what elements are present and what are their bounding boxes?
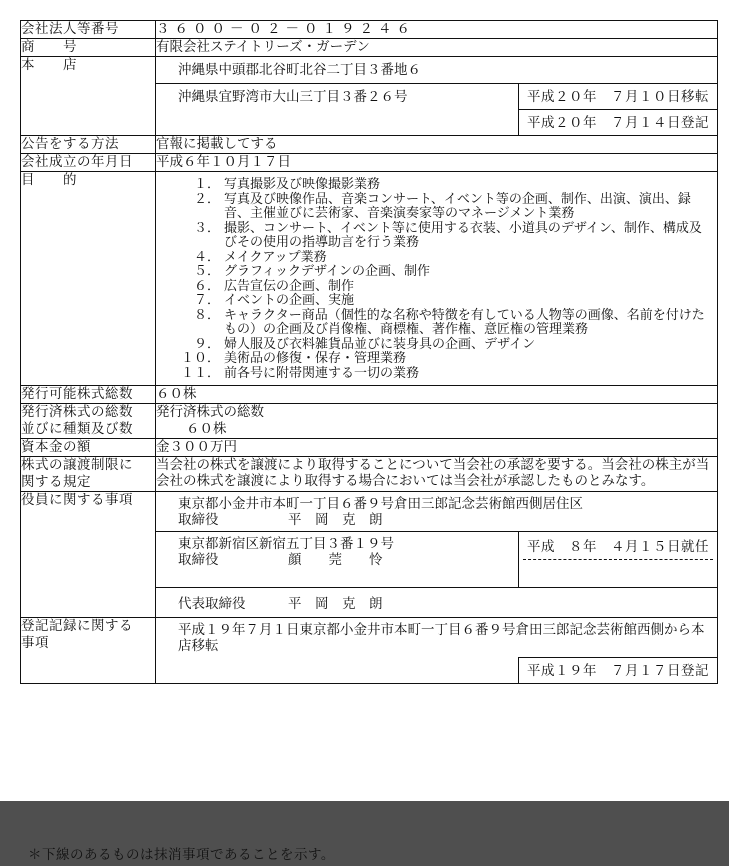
head-office-registered-date: 平成２０年 ７月１４日登記 — [519, 109, 717, 135]
officer-address: 東京都小金井市本町一丁目６番９号倉田三郎記念芸術館西側居住区 — [178, 496, 583, 512]
corporate-number-label: 会社法人等番号 — [21, 21, 156, 39]
head-office-row — [21, 57, 718, 136]
footnote: ＊下線のあるものは抹消事項であることを示す。 — [28, 847, 335, 863]
officer-entry — [156, 492, 717, 531]
representative-entry — [156, 587, 717, 617]
officer-appointed-date: 平成 ８年 ４月１５日就任 — [527, 539, 709, 555]
purpose-item: ３． 撮影、コンサート、イベント等に使用する衣装、小道具のデザイン、制作、構成及びその使用の指導助言を行う業務 — [193, 220, 702, 250]
registry-table — [20, 20, 718, 684]
strikeout-line — [523, 559, 713, 560]
purpose-row — [21, 172, 718, 386]
registration-record-row — [21, 618, 718, 684]
established-label: 会社成立の年月日 — [21, 154, 156, 172]
officer-address: 東京都新宿区新宿五丁目３番１９号 — [178, 536, 394, 552]
issued-shares-line1: 発行済株式の総数 — [156, 404, 264, 420]
transfer-restriction-value: 当会社の株式を譲渡により取得することについて当会社の承認を要する。当会社の株主が当会社の株式を譲渡により取得する場合においては当会社が承認したものとみなす。 — [156, 457, 718, 492]
authorized-shares-value: ６０株 — [156, 386, 718, 404]
trade-name-value: 有限会社ステイトリーズ・ガーデン — [156, 39, 718, 57]
authorized-shares-label: 発行可能株式総数 — [21, 386, 156, 404]
trade-name-label: 商 号 — [21, 39, 156, 57]
head-office-current-address: 沖縄県中頭郡北谷町北谷二丁目３番地６ — [178, 62, 421, 78]
capital-value: 金３００万円 — [156, 439, 718, 457]
registration-record-date: 平成１９年 ７月１７日登記 — [518, 657, 717, 683]
head-office-current — [156, 57, 717, 83]
transfer-restriction-label-line1: 株式の譲渡制限に — [21, 457, 133, 473]
purpose-item: ９． 婦人服及び衣料雑貨品並びに装身具の企画、デザイン — [193, 336, 536, 352]
purpose-item: １． 写真撮影及び映像撮影業務 — [193, 177, 381, 192]
corporate-number-row — [21, 21, 718, 39]
issued-shares-label-line1: 発行済株式の総数 — [21, 404, 133, 420]
officer-entry — [156, 531, 717, 587]
officers-row — [21, 492, 718, 618]
representative-name: 平 岡 克 朗 — [288, 596, 383, 612]
registry-document — [20, 20, 717, 684]
head-office-label: 本 店 — [21, 57, 156, 136]
purpose-list — [156, 172, 717, 385]
head-office-moved-date: 平成２０年 ７月１０日移転 — [527, 89, 709, 105]
officer-name: 顔 莞 怜 — [288, 552, 383, 568]
purpose-item: ５． グラフィックデザインの企画、制作 — [193, 264, 431, 279]
issued-shares-line2: ６０株 — [186, 421, 227, 437]
capital-label: 資本金の額 — [21, 439, 156, 457]
purpose-item: ４． メイクアップ業務 — [193, 249, 327, 265]
head-office-previous-address: 沖縄県宜野湾市大山三丁目３番２６号 — [178, 89, 408, 105]
registration-record-label-line1: 登記記録に関する — [21, 618, 133, 634]
officer-role: 取締役 — [178, 512, 219, 528]
transfer-restriction-label-line2: 関する規定 — [21, 474, 91, 490]
head-office-previous — [156, 83, 717, 135]
public-notice-row — [21, 136, 718, 154]
purpose-item: ２． 写真及び映像作品、音楽コンサート、イベント等の企画、制作、出演、演出、録音、主催並びに芸術家、音楽演奏家等のマネージメント業務 — [193, 191, 691, 221]
established-value: 平成６年１０月１７日 — [156, 154, 718, 172]
purpose-item: ８． キャラクター商品（個性的な名称や特徴を有している人物等の画像、名前を付けたもの）の企画及び肖像権、商標権、著作権、意匠権の管理業務 — [193, 307, 705, 337]
registration-record-label-line2: 事項 — [21, 635, 49, 651]
officer-name: 平 岡 克 朗 — [288, 512, 383, 528]
purpose-item: １１． 前各号に附帯関連する一切の業務 — [180, 365, 420, 381]
issued-shares-label-line2: 並びに種類及び数 — [21, 421, 133, 437]
officers-label: 役員に関する事項 — [21, 492, 156, 618]
purpose-item: ６． 広告宣伝の企画、制作 — [193, 278, 355, 294]
public-notice-label: 公告をする方法 — [21, 136, 156, 154]
trade-name-row — [21, 39, 718, 57]
purpose-item: ７． イベントの企画、実施 — [193, 293, 355, 308]
corporate-number-value: ３６００－０２－０１９２４６ — [156, 21, 718, 39]
purpose-item: １０． 美術品の修復・保存・管理業務 — [180, 351, 407, 366]
capital-row — [21, 439, 718, 457]
established-row — [21, 154, 718, 172]
transfer-restriction-row — [21, 457, 718, 492]
officer-role: 取締役 — [178, 552, 219, 568]
issued-shares-row — [21, 404, 718, 439]
representative-role: 代表取締役 — [178, 596, 246, 612]
authorized-shares-row — [21, 386, 718, 404]
public-notice-value: 官報に掲載してする — [156, 136, 718, 154]
purpose-label: 目 的 — [21, 172, 156, 386]
registration-record-value: 平成１９年７月１日東京都小金井市本町一丁目６番９号倉田三郎記念芸術館西側から本店移転 — [178, 622, 705, 654]
